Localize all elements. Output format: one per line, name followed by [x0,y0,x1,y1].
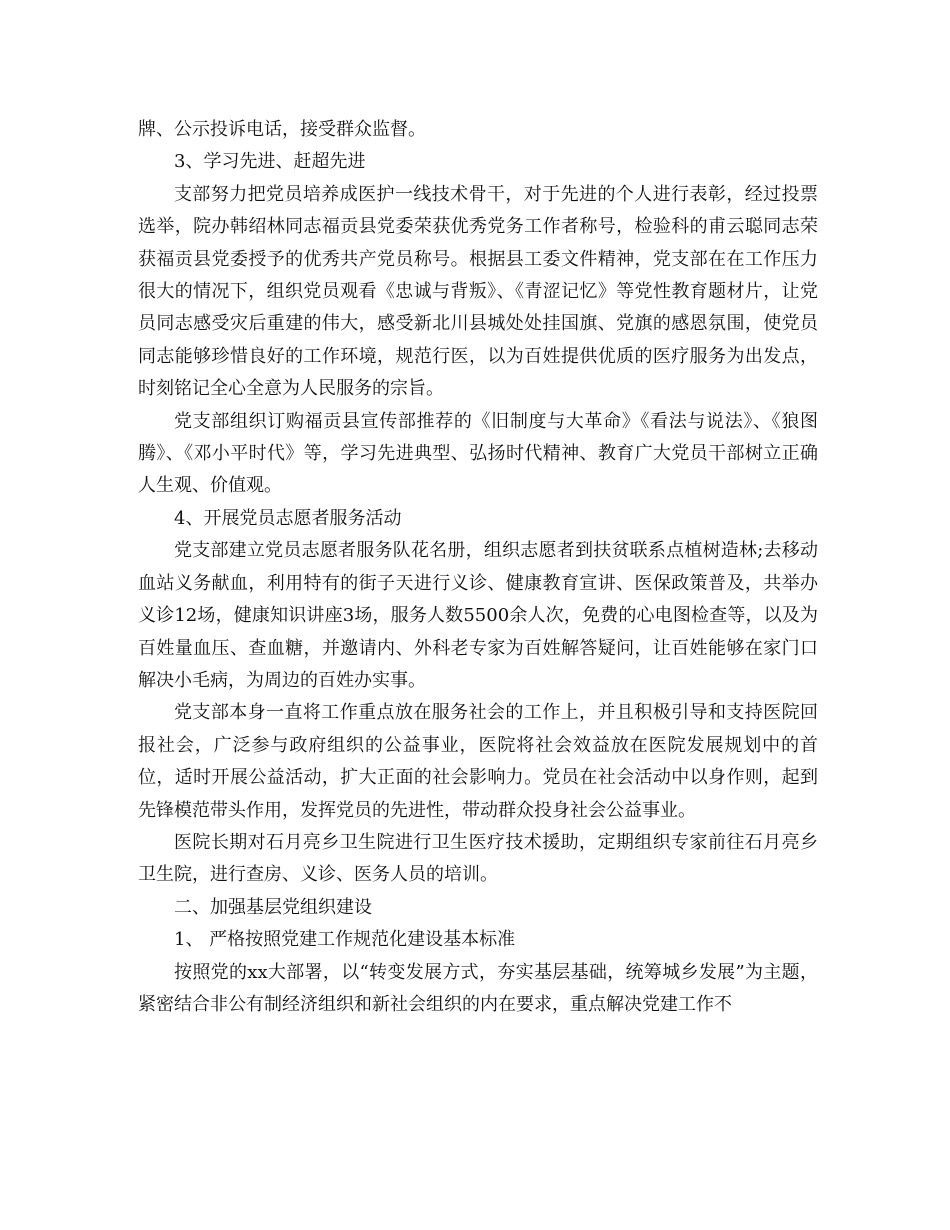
section-heading-3: 3、学习先进、赶超先进 [174,151,366,173]
paragraph-1: 牌、公示投诉电话，接受群众监督。 [138,119,426,140]
section-heading-2: 二、加强基层党组织建设 [174,896,372,918]
paragraph-4: 党支部组织订购福贡县宣传部推荐的《旧制度与大革命》《看法与说法》、《狼图腾》、《邓小平时代》等，学习先进典型、弘扬时代精神、教育广大党员干部树立正确人生观、价值观。 [138,410,818,497]
section-heading-4: 4、开展党员志愿者服务活动 [174,507,402,529]
paragraph-3: 支部努力把党员培养成医护一线技术骨干，对于先进的个人进行表彰，经过投票选举，院办韩绍林同志福贡县党委荣获优秀党务工作者称号，检验科的甫云聪同志荣获福贡县党委授予的优秀共产党员称号。根据县工委文件精神，党支部在在工作压力很大的情况下，组织党员观看《忠诚与背叛》、《青涩记忆》等党性教育题材片，让党员同志感受灾后重建的伟大，感受新北川县城处处挂国旗、党旗的感恩氛围，使党员同志能够珍惜良好的工作环境，规范行医，以为百姓提供优质的医疗服务为出发点，时刻铭记全心全意为人民服务的宗旨。 [138,183,818,400]
document-body [138,114,818,1021]
subsection-heading-1: 1、 严格按照党建工作规范化建设基本标准 [174,929,516,951]
paragraph-8: 医院长期对石月亮乡卫生院进行卫生医疗技术援助，定期组织专家前往石月亮乡卫生院，进行查房、义诊、医务人员的培训。 [138,831,818,886]
paragraph-7: 党支部本身一直将工作重点放在服务社会的工作上，并且积极引导和支持医院回报社会，广泛参与政府组织的公益事业，医院将社会效益放在医院发展规划中的首位，适时开展公益活动，扩大正面的社会影响力。党员在社会活动中以身作则，起到先锋模范带头作用，发挥党员的先进性，带动群众投身社会公益事业。 [138,702,818,821]
paragraph-11: 按照党的xx大部署，以“转变发展方式，夯实基层基础，统筹城乡发展”为主题，紧密结合非公有制经济组织和新社会组织的内在要求，重点解决党建工作不 [138,961,818,1015]
paragraph-6: 党支部建立党员志愿者服务队花名册，组织志愿者到扶贫联系点植树造林;去移动血站义务献血，利用特有的街子天进行义诊、健康教育宣讲、医保政策普及，共举办义诊12场，健康知识讲座3场，服务人数5500余人次，免费的心电图检查等，以及为百姓量血压、查血糖，并邀请内、外科老专家为百姓解答疑问，让百姓能够在家门口解决小毛病，为周边的百姓办实事。 [138,540,818,691]
